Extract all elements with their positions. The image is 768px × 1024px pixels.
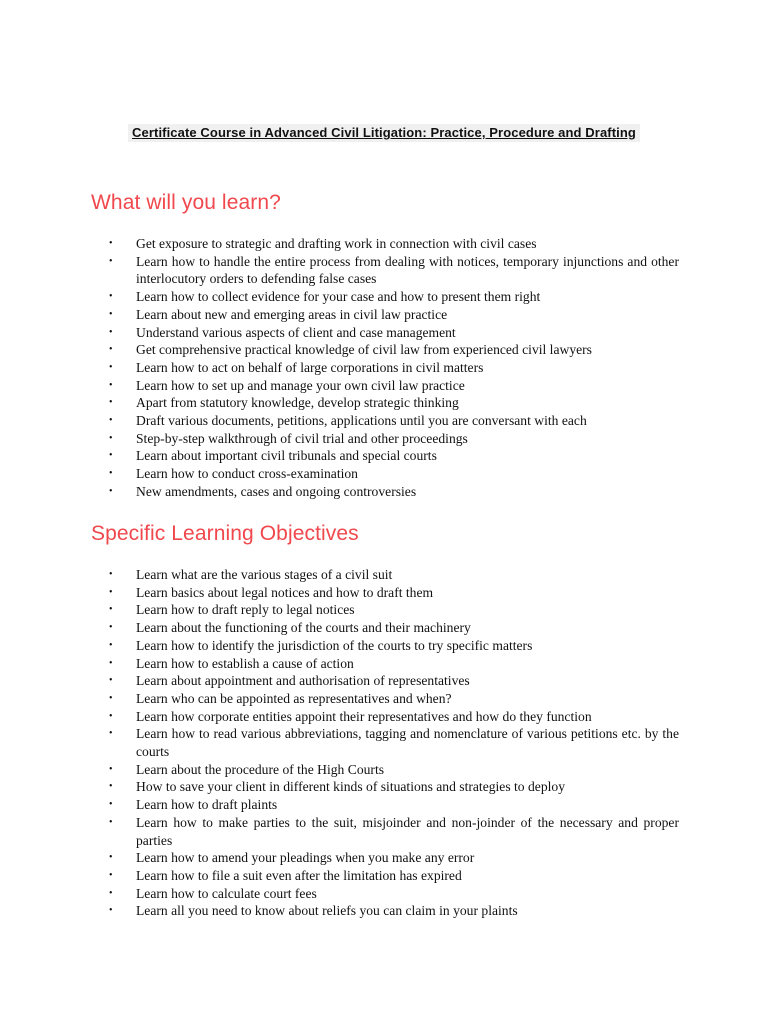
list-item-text: Learn how to set up and manage your own civil law practice: [136, 377, 465, 393]
list-item-text: Learn about the functioning of the courts and their machinery: [136, 620, 471, 636]
list-item: [107, 394, 679, 412]
list-item: [107, 885, 679, 903]
list-item-text: Step-by-step walkthrough of civil trial and other proceedings: [136, 430, 468, 446]
list-item: [107, 412, 679, 430]
bullet-icon: •: [109, 887, 113, 899]
list-item-text: Learn how to act on behalf of large corporations in civil matters: [136, 359, 484, 375]
list-item: [107, 465, 679, 483]
list-item: [107, 430, 679, 448]
list-item: [107, 796, 679, 814]
list-item: [107, 324, 679, 342]
list-item: [107, 761, 679, 779]
bullet-icon: •: [109, 308, 113, 320]
bullet-icon: •: [109, 415, 113, 427]
list-item: [107, 483, 679, 501]
bullet-icon: •: [109, 397, 113, 409]
bullet-icon: •: [109, 781, 113, 793]
list-item: [107, 601, 679, 619]
list-item-text: Learn how to draft reply to legal notices: [136, 602, 355, 618]
list-item-text: Learn who can be appointed as representatives and when?: [136, 690, 452, 706]
bullet-icon: •: [109, 728, 113, 740]
list-item-text: Learn how to calculate court fees: [136, 885, 317, 901]
list-item-text: Learn how to handle the entire process from dealing with notices, temporary injunctions and other interlocutory orders to defending false cases: [136, 253, 679, 287]
bullet-icon: •: [109, 344, 113, 356]
list-item-text: Learn how to amend your pleadings when you make any error: [136, 850, 475, 866]
list-item: [107, 566, 679, 584]
list-item-text: Learn how to draft plaints: [136, 797, 278, 813]
list-item: [107, 778, 679, 796]
bullet-icon: •: [109, 639, 113, 651]
list-item: [107, 377, 679, 395]
list-item-text: Learn about the procedure of the High Courts: [136, 761, 385, 777]
list-item: [107, 306, 679, 324]
bullet-icon: •: [109, 710, 113, 722]
list-item-text: Learn how to file a suit even after the limitation has expired: [136, 867, 462, 883]
list-item-text: Learn how to establish a cause of action: [136, 655, 354, 671]
bullet-icon: •: [109, 326, 113, 338]
list-item: [107, 359, 679, 377]
bullet-icon: •: [109, 816, 113, 828]
list-item-text: Draft various documents, petitions, applications until you are conversant with each: [136, 413, 587, 429]
learning-list: [107, 235, 679, 501]
objectives-list: [107, 566, 679, 920]
list-item-text: Learn how to identify the jurisdiction of the courts to try specific matters: [136, 637, 533, 653]
list-item-text: Learn all you need to know about reliefs you can claim in your plaints: [136, 903, 518, 919]
section-heading-specific-learning-objectives: Specific Learning Objectives: [91, 522, 359, 545]
list-item: [107, 867, 679, 885]
list-item: [107, 690, 679, 708]
bullet-icon: •: [109, 238, 113, 249]
list-item-text: New amendments, cases and ongoing controversies: [136, 483, 417, 499]
list-item: [107, 637, 679, 655]
list-item: [107, 235, 679, 253]
bullet-icon: •: [109, 692, 113, 704]
list-item-text: Learn about appointment and authorisation of representatives: [136, 673, 470, 689]
list-item-text: Learn how to collect evidence for your case and how to present them right: [136, 289, 541, 305]
list-item: [107, 849, 679, 867]
bullet-icon: •: [109, 622, 113, 634]
bullet-icon: •: [109, 604, 113, 616]
bullet-icon: •: [109, 468, 113, 480]
list-item: [107, 814, 679, 849]
list-item-text: Understand various aspects of client and case management: [136, 324, 456, 340]
bullet-icon: •: [109, 379, 113, 391]
list-item: [107, 708, 679, 726]
list-item-text: Learn how to read various abbreviations, tagging and nomenclature of various petitions etc. by the courts: [136, 726, 679, 760]
list-item-text: Learn about new and emerging areas in civil law practice: [136, 306, 448, 322]
bullet-icon: •: [109, 432, 113, 444]
bullet-icon: •: [109, 361, 113, 373]
bullet-icon: •: [109, 569, 113, 580]
bullet-icon: •: [109, 586, 113, 598]
list-item: [107, 672, 679, 690]
section-heading-what-will-you-learn: What will you learn?: [91, 191, 281, 214]
bullet-icon: •: [109, 869, 113, 881]
list-item-text: Learn what are the various stages of a civil suit: [136, 567, 393, 582]
list-item: [107, 619, 679, 637]
document-title: Certificate Course in Advanced Civil Litigation: Practice, Procedure and Drafting: [128, 124, 640, 142]
list-item: [107, 288, 679, 306]
list-item-text: Learn basics about legal notices and how to draft them: [136, 584, 434, 600]
list-item: [107, 447, 679, 465]
list-item-text: Apart from statutory knowledge, develop strategic thinking: [136, 395, 459, 411]
bullet-icon: •: [109, 799, 113, 811]
list-item: [107, 341, 679, 359]
list-item-text: Get exposure to strategic and drafting work in connection with civil cases: [136, 236, 537, 251]
list-item-text: Learn how to conduct cross-examination: [136, 466, 358, 482]
bullet-icon: •: [109, 255, 113, 267]
list-item: [107, 584, 679, 602]
bullet-icon: •: [109, 450, 113, 462]
list-item-text: Learn how corporate entities appoint their representatives and how do they function: [136, 708, 592, 724]
list-item: [107, 725, 679, 760]
bullet-icon: •: [109, 657, 113, 669]
list-item: [107, 655, 679, 673]
list-item: [107, 253, 679, 288]
bullet-icon: •: [109, 905, 113, 917]
document-title-wrap: [0, 124, 768, 142]
list-item-text: Learn about important civil tribunals and special courts: [136, 448, 437, 464]
list-item-text: Get comprehensive practical knowledge of civil law from experienced civil lawyers: [136, 342, 592, 358]
bullet-icon: •: [109, 291, 113, 303]
bullet-icon: •: [109, 852, 113, 864]
bullet-icon: •: [109, 485, 113, 497]
list-item-text: Learn how to make parties to the suit, misjoinder and non-joinder of the necessary and proper parties: [136, 814, 679, 848]
list-item-text: How to save your client in different kinds of situations and strategies to deploy: [136, 779, 565, 795]
bullet-icon: •: [109, 675, 113, 687]
list-item: [107, 902, 679, 920]
bullet-icon: •: [109, 763, 113, 775]
